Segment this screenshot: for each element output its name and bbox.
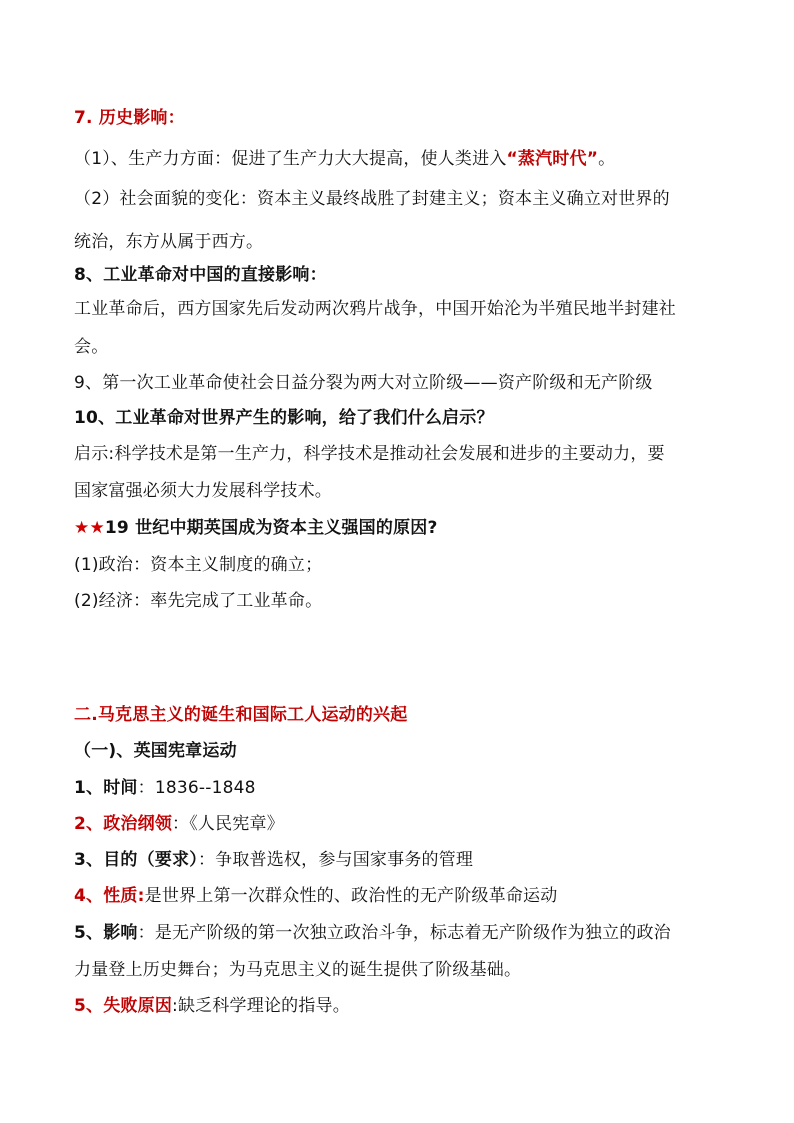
program-value: ：《人民宪章》 [172,814,284,834]
key-point-reason1: (1)政治：资本主义制度的确立； [74,555,323,575]
section10-line2: 国家富强必须大力发展科学技术。 [74,481,332,501]
key-point-question [74,517,734,539]
section7-item1 [74,148,734,170]
goal-value: ：争取普选权，参与国家事务的管理 [197,850,474,870]
nature-value: 是世界上第一次群众性的、政治性的无产阶级革命运动 [144,886,558,906]
time-value: ：1836--1848 [137,778,256,798]
part2-subheading: （一)、英国宪章运动 [74,741,237,761]
impact-value-line1: ：是无产阶级的第一次独立政治斗争，标志着无产阶级作为独立的政治 [137,923,671,943]
section7-item1-end: 。 [598,149,616,169]
section7-item1-text: （1）、生产力方面：促进了生产力大大提高，使人类进入 [74,149,507,169]
part2-heading: 二.马克思主义的诞生和国际工人运动的兴起 [74,705,408,725]
chartism-nature [74,885,734,907]
time-label: 1、时间 [74,778,138,798]
goal-label: 3、目的（要求） [74,850,198,870]
section7-item2-line1: （2）社会面貌的变化：资本主义最终战胜了封建主义；资本主义确立对世界的 [74,189,670,209]
failure-label: 5、失败原因 [74,996,173,1016]
star-icon: ★★ [74,518,105,538]
section10-line1: 启示:科学技术是第一生产力，科学技术是推动社会发展和进步的主要动力，要 [74,444,665,464]
section7-item2-line2: 统治，东方从属于西方。 [74,232,264,252]
key-point-reason2: (2)经济：率先完成了工业革命。 [74,591,323,611]
chartism-goal [74,849,734,871]
failure-value: :缺乏科学理论的指导。 [172,996,350,1016]
section7-heading: 7. 历史影响： [74,108,185,128]
steam-age-highlight: “蒸汽时代” [506,149,599,169]
nature-label: 4、性质: [74,886,145,906]
chartism-time [74,777,734,799]
section8-heading: 8、工业革命对中国的直接影响： [74,265,327,285]
section8-line2: 会。 [74,337,109,357]
section9-text: 9、第一次工业革命使社会日益分裂为两大对立阶级——资产阶级和无产阶级 [74,373,653,393]
chartism-program [74,813,734,835]
chartism-impact-line2: 力量登上历史舞台；为马克思主义的诞生提供了阶级基础。 [74,960,522,980]
section8-line1: 工业革命后，西方国家先后发动两次鸦片战争，中国开始沦为半殖民地半封建社 [74,299,676,319]
program-label: 2、政治纲领 [74,814,173,834]
chartism-impact [74,922,734,944]
section10-heading: 10、工业革命对世界产生的影响，给了我们什么启示？ [74,408,494,428]
chartism-failure [74,995,734,1017]
key-point-question-text: 19 世纪中期英国成为资本主义强国的原因? [104,518,438,538]
impact-label: 5、影响 [74,923,138,943]
